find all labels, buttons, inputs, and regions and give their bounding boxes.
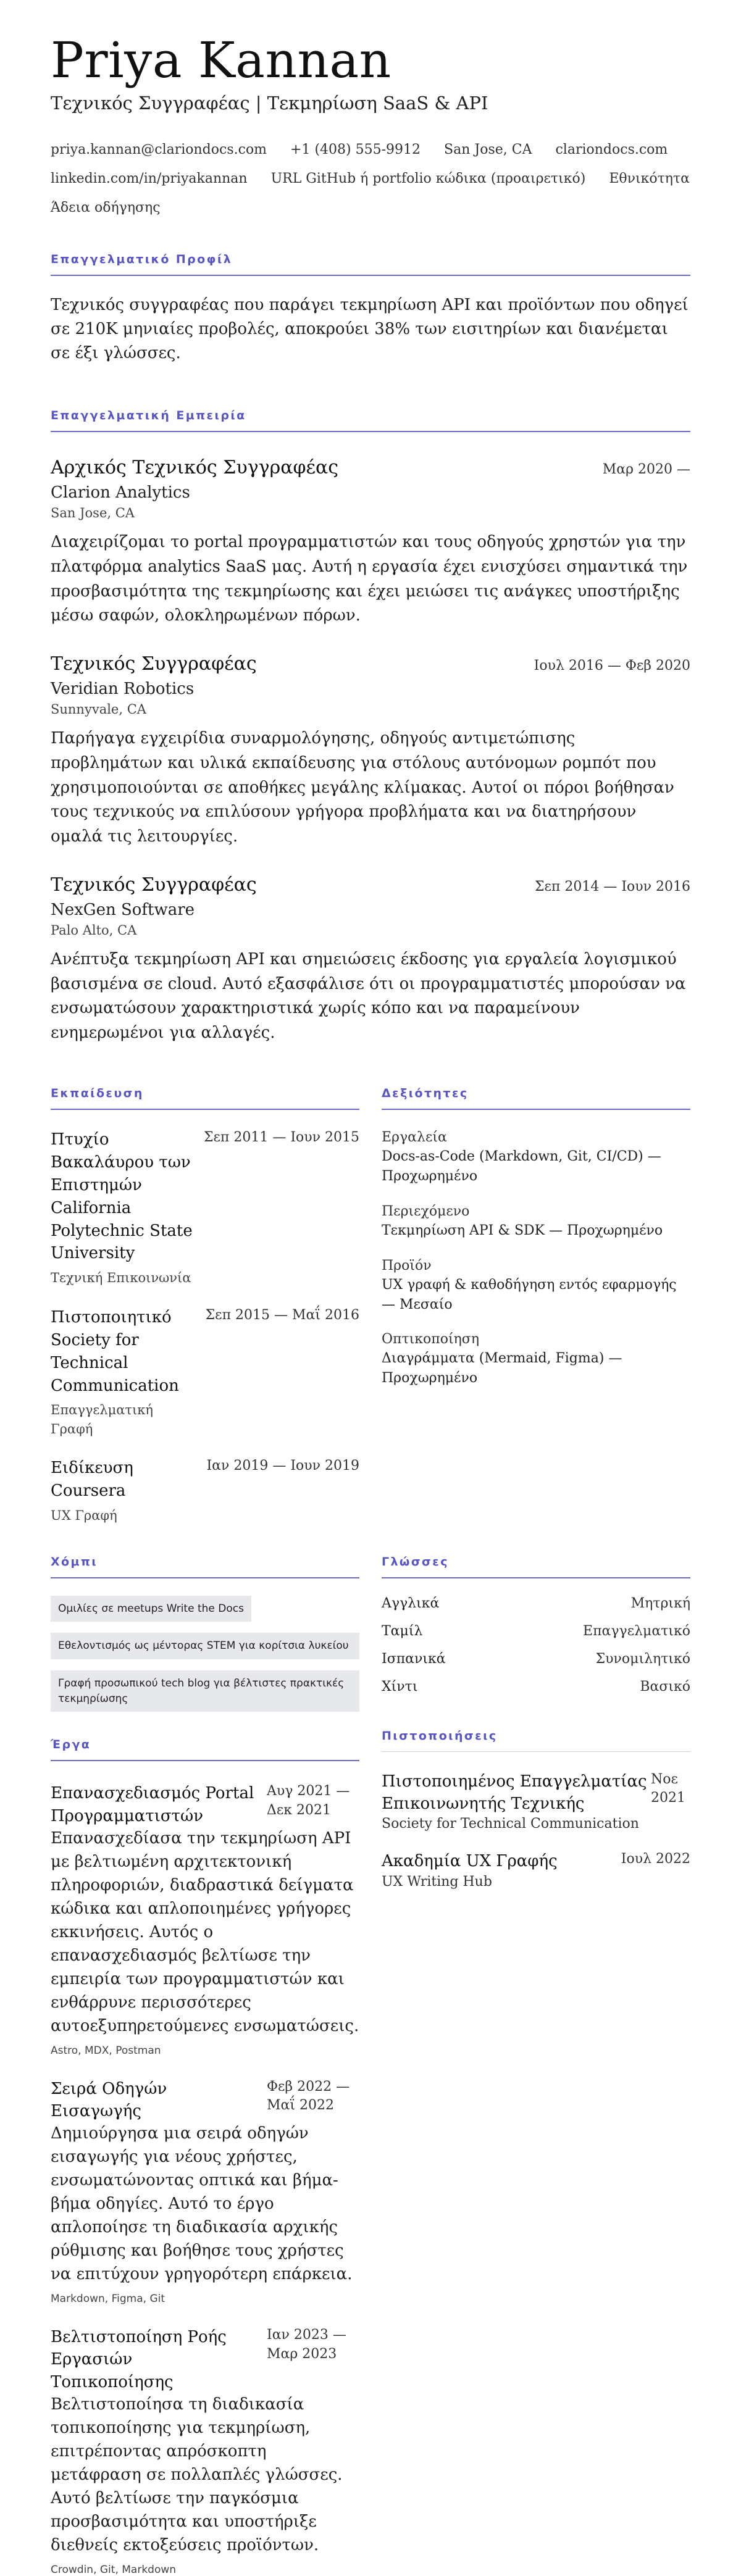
job-title: Αρχικός Τεχνικός Συγγραφέας [51, 457, 339, 478]
education-title: Εκπαίδευση [51, 1086, 359, 1110]
project-name: Σειρά Οδηγών Εισαγωγής [51, 2079, 167, 2120]
experience-section [51, 409, 690, 1046]
certification-date: Νοε 2021 [651, 1771, 685, 1806]
education-field: Επαγγελματική Γραφή [51, 1403, 153, 1436]
contact-github[interactable]: URL GitHub ή portfolio κώδικα (προαιρετικό) [270, 171, 586, 186]
skill-entry [382, 1204, 690, 1241]
project-dates: Ιαν 2023 — Μαρ 2023 [267, 2327, 346, 2362]
languages-title: Γλώσσες [382, 1555, 690, 1578]
skill-category: Προϊόν [382, 1257, 432, 1273]
certification-org: Society for Technical Communication [382, 1816, 639, 1832]
projects-title: Έργα [51, 1738, 359, 1761]
project-entry [51, 2326, 359, 2576]
job-company: Veridian Robotics [51, 680, 195, 699]
job-description: Διαχειρίζομαι το portal προγραμματιστών και τους οδηγούς χρηστών για την πλατφόρμα analytics SaaS μας. Αυτή η εργασία έχει ενισχύσει σημαντικά την προσβασιμότητα της τεκμηρίωσης και έχει μειώσει τις ανάγκες υποστήριξης μέσω σαφών, ολοκληρωμένων πόρων. [51, 533, 688, 625]
contact-email[interactable]: priya.kannan@clariondocs.com [51, 142, 267, 157]
job-location: Sunnyvale, CA [51, 702, 146, 717]
right-column [382, 1555, 690, 2576]
project-description: Δημιούργησα μια σειρά οδηγών εισαγωγής για νέους χρήστες, ενσωματώνοντας οπτικά και βήμα-βήμα οδηγίες. Αυτό το έργο απλοποίησε τη διαδικασία αρχικής ρύθμισης και βοήθησε τους χρήστες να επιτύχουν γρηγορότερη επάρκεια. [51, 2124, 353, 2283]
job-company: Clarion Analytics [51, 483, 190, 502]
project-tech: Markdown, Figma, Git [51, 2292, 165, 2305]
hobby-tag: Γραφή προσωπικού tech blog για βέλτιστες πρακτικές τεκμηρίωσης [51, 1670, 359, 1712]
certifications-section [382, 1729, 690, 1890]
project-entry [51, 1782, 359, 2056]
candidate-headline: Τεχνικός Συγγραφέας | Τεκμηρίωση SaaS & API [51, 93, 488, 114]
project-tech: Crowdin, Git, Markdown [51, 2563, 177, 2576]
summary-title: Επαγγελματικό Προφίλ [51, 252, 690, 276]
job-dates: Ιουλ 2016 — Φεβ 2020 [534, 658, 690, 674]
job-dates: Μαρ 2020 — [602, 462, 690, 477]
language-entry [382, 1679, 690, 1694]
education-entry [51, 1306, 359, 1439]
contact-linkedin[interactable]: linkedin.com/in/priyakannan [51, 171, 248, 186]
language-name: Ταμίλ [382, 1623, 423, 1639]
job-location: San Jose, CA [51, 506, 135, 520]
skill-entry [382, 1258, 690, 1315]
certification-org: UX Writing Hub [382, 1874, 492, 1890]
left-column [51, 1555, 359, 2576]
language-name: Αγγλικά [382, 1595, 440, 1611]
job-description: Ανέπτυξα τεκμηρίωση API και σημειώσεις έκδοσης για εργαλεία λογισμικού βασισμένα σε cloud. Αυτό εξασφάλισε ότι οι προγραμματιστές μπορούσαν να ενσωματώσουν χαρακτηριστικά χωρίς κόπο και να παραμείνουν ενημερωμένοι για αλλαγές. [51, 949, 686, 1043]
skills-section [382, 1086, 690, 1525]
education-degree: Πιστοποιητικό Society for Technical Communication [51, 1307, 179, 1395]
education-field: UX Γραφή [51, 1508, 117, 1524]
education-dates: Σεπ 2011 — Ιουν 2015 [203, 1129, 359, 1145]
language-entry [382, 1596, 690, 1611]
contact-website[interactable]: clariondocs.com [555, 142, 668, 157]
project-name: Επανασχεδιασμός Portal Προγραμματιστών [51, 1784, 254, 1825]
education-dates: Ιαν 2019 — Ιουν 2019 [206, 1458, 359, 1474]
language-level: Μητρική [630, 1595, 690, 1611]
candidate-name: Priya Kannan [51, 31, 391, 89]
skill-entry [382, 1130, 690, 1186]
skill-category: Οπτικοποίηση [382, 1332, 479, 1348]
project-dates: Αυγ 2021 — Δεκ 2021 [267, 1783, 350, 1818]
language-level: Επαγγελματικό [583, 1623, 690, 1639]
job-title: Τεχνικός Συγγραφέας [51, 873, 257, 896]
summary-text: Τεχνικός συγγραφέας που παράγει τεκμηρίωση API και προϊόντων που οδηγεί σε 210K μηνιαίες προβολές, αποκρούει 38% των εισιτηρίων και διανέμεται σε έξι γλώσσες. [51, 296, 689, 362]
skill-entry [382, 1332, 690, 1388]
hobby-tag: Ομιλίες σε meetups Write the Docs [51, 1596, 251, 1622]
education-entry [51, 1128, 359, 1288]
language-level: Συνομιλητικό [595, 1651, 690, 1667]
projects-section [51, 1738, 359, 2576]
certification-date: Ιουλ 2022 [621, 1851, 690, 1867]
education-degree: Πτυχίο Βακαλάυρου των Επιστημών California Polytechnic State University [51, 1130, 193, 1263]
job-description: Παρήγαγα εγχειρίδια συναρμολόγησης, οδηγούς αντιμετώπισης προβλημάτων και υλικά εκπαίδευσης για στόλους αυτόνομων ρομπότ που χρησιμοποιούνται σε αποθήκες μεγάλης κλίμακας. Αυτοί οι πόροι βοήθησαν τους τεχνικούς να επιλύσουν γρήγορα προβλήματα και να διατηρήσουν ομαλά τις λειτουργίες. [51, 729, 674, 846]
certification-name: Πιστοποιημένος Επαγγελματίας Επικοινωνητής Τεχνικής [382, 1772, 647, 1813]
job-location: Palo Alto, CA [51, 922, 137, 938]
skill-category: Εργαλεία [382, 1129, 447, 1145]
skill-category: Περιεχόμενο [382, 1203, 470, 1219]
job-title: Τεχνικός Συγγραφέας [51, 653, 257, 675]
skill-value: Docs-as-Code (Markdown, Git, CI/CD) — Προχωρημένο [382, 1148, 661, 1184]
resume-header [51, 31, 690, 215]
skill-value: Διαγράμματα (Mermaid, Figma) — Προχωρημένο [382, 1351, 622, 1386]
skill-value: UX γραφή & καθοδήγηση εντός εφαρμογής — Μεσαίο [382, 1277, 677, 1312]
languages-section [382, 1555, 690, 1694]
language-level: Βασικό [640, 1678, 690, 1694]
project-name: Βελτιστοποίηση Ροής Εργασιών Τοπικοποίησης [51, 2327, 227, 2391]
certifications-title: Πιστοποιήσεις [382, 1729, 690, 1752]
language-entry [382, 1651, 690, 1667]
project-description: Επανασχεδίασα την τεκμηρίωση API με βελτιωμένη αρχιτεκτονική πληροφοριών, διαδραστικά δείγματα κώδικα και απλοποιημένες γρήγορες εκκινήσεις. Αυτός ο επανασχεδιασμός βελτίωσε την εμπειρία των προγραμματιστών και ενθάρρυνε περισσότερες αυτοεξυπηρετούμενες ενσωματώσεις. [51, 1828, 359, 2035]
contact-driving-license: Άδεια οδήγησης [51, 200, 161, 215]
education-entry [51, 1457, 359, 1525]
skill-value: Τεκμηρίωση API & SDK — Προχωρημένο [382, 1222, 663, 1238]
experience-title: Επαγγελματική Εμπειρία [51, 409, 690, 432]
contact-info [51, 142, 690, 215]
contact-location: San Jose, CA [444, 142, 532, 157]
job-dates: Σεπ 2014 — Ιουν 2016 [534, 878, 690, 894]
job-entry [51, 653, 690, 849]
job-company: NexGen Software [51, 900, 195, 919]
hobby-tag: Εθελοντισμός ως μέντορας STEM για κορίτσια λυκείου [51, 1633, 359, 1659]
project-description: Βελτιστοποίησα τη διαδικασία τοπικοποίησης για τεκμηρίωση, επιτρέποντας απρόσκοπτη μετάφραση σε πολλαπλές γλώσσες. Αυτό βελτίωσε την παγκόσμια προσβασιμότητα και υποστήριξε διεθνείς εκτοξεύσεις προϊόντων. [51, 2395, 343, 2554]
language-name: Χίντι [382, 1678, 418, 1694]
education-field: Τεχνική Επικοινωνία [51, 1270, 191, 1286]
lower-row [51, 1555, 690, 2576]
education-degree: Ειδίκευση Coursera [51, 1459, 133, 1501]
education-skills-row [51, 1086, 690, 1525]
job-entry [51, 874, 690, 1046]
education-dates: Σεπ 2015 — Μαΐ 2016 [205, 1307, 359, 1323]
project-tech: Astro, MDX, Postman [51, 2044, 161, 2057]
certification-entry [382, 1770, 690, 1832]
project-dates: Φεβ 2022 — Μαΐ 2022 [267, 2078, 350, 2114]
hobbies-section [51, 1555, 359, 1712]
skills-title: Δεξιότητες [382, 1086, 690, 1110]
language-entry [382, 1624, 690, 1639]
project-entry [51, 2078, 359, 2305]
hobbies-title: Χόμπι [51, 1555, 359, 1578]
certification-entry [382, 1850, 690, 1889]
language-name: Ισπανικά [382, 1651, 446, 1667]
job-entry [51, 457, 690, 628]
certification-name: Ακαδημία UX Γραφής [382, 1852, 558, 1871]
contact-nationality: Εθνικότητα [609, 171, 690, 186]
contact-phone[interactable]: +1 (408) 555-9912 [290, 142, 421, 157]
education-section [51, 1086, 359, 1525]
summary-section [51, 252, 690, 365]
